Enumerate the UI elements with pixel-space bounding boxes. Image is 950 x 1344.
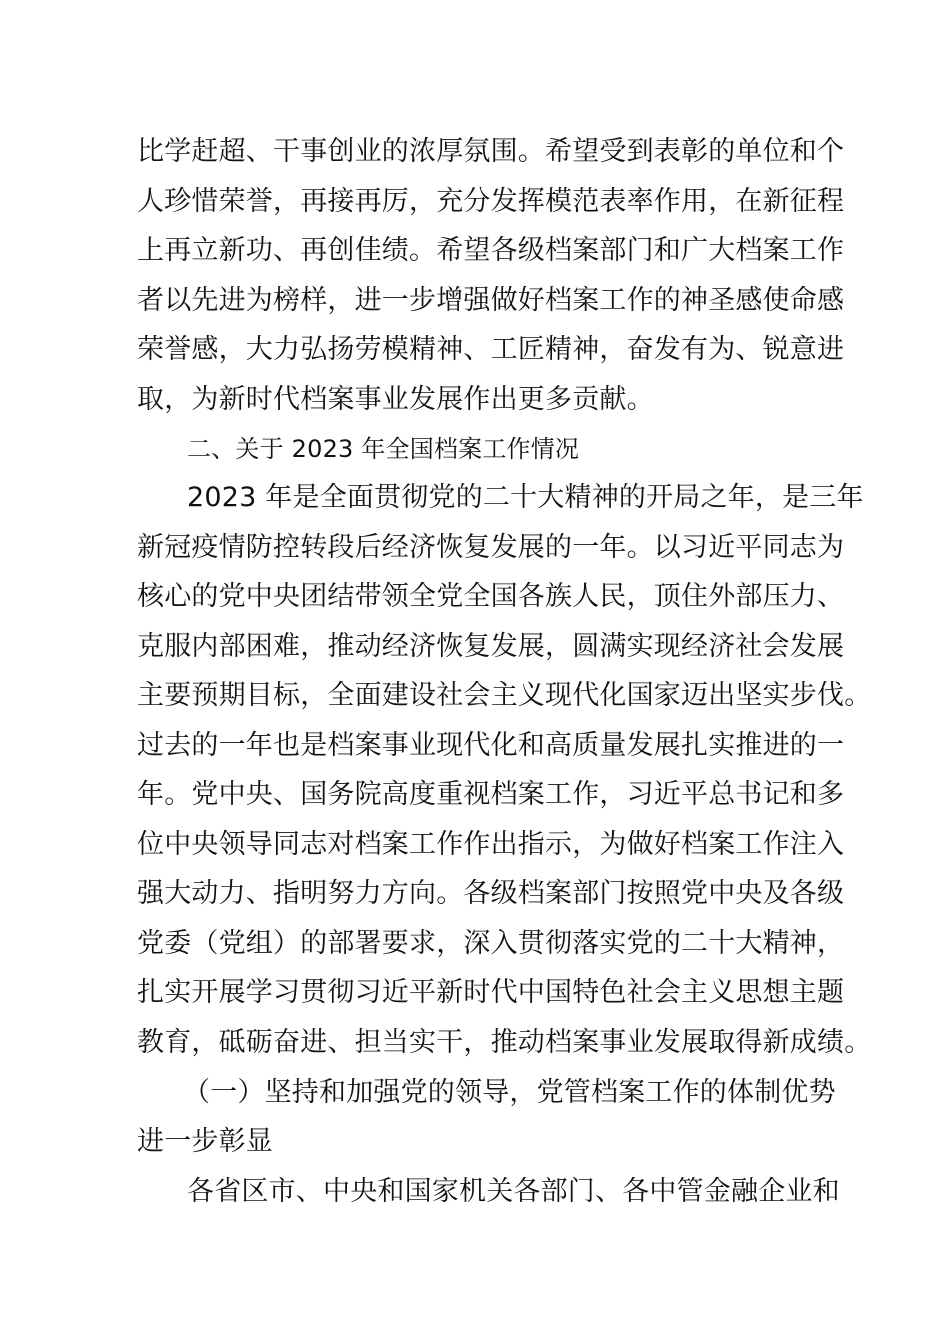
paragraph-line: 核心的党中央团结带领全党全国各族人民，顶住外部压力、 (137, 581, 845, 612)
paragraph-line: 年。党中央、国务院高度重视档案工作，习近平总书记和多 (137, 779, 845, 810)
subsection-heading-continued: 进一步彰显 (137, 1126, 273, 1157)
paragraph-line: 新冠疫情防控转段后经济恢复发展的一年。以习近平同志为 (137, 532, 845, 563)
paragraph-line: 比学赶超、干事创业的浓厚氛围。希望受到表彰的单位和个 (137, 136, 845, 167)
subsection-heading: （一）坚持和加强党的领导，党管档案工作的体制优势 (183, 1077, 836, 1108)
section-heading: 二、关于 2023 年全国档案工作情况 (187, 435, 580, 463)
paragraph-line: 荣誉感，大力弘扬劳模精神、工匠精神，奋发有为、锐意进 (137, 334, 845, 365)
paragraph-line: 党委（党组）的部署要求，深入贯彻落实党的二十大精神， (137, 928, 845, 959)
paragraph-line: 取，为新时代档案事业发展作出更多贡献。 (137, 384, 654, 415)
paragraph-line: 人珍惜荣誉，再接再厉，充分发挥模范表率作用，在新征程 (137, 186, 845, 217)
paragraph-line: 主要预期目标，全面建设社会主义现代化国家迈出坚实步伐。 (137, 680, 872, 711)
paragraph-line: 者以先进为榜样，进一步增强做好档案工作的神圣感使命感 (137, 285, 845, 316)
paragraph-line: 教育，砥砺奋进、担当实干，推动档案事业发展取得新成绩。 (137, 1027, 872, 1058)
paragraph-line: 强大动力、指明努力方向。各级档案部门按照党中央及各级 (137, 878, 845, 909)
paragraph-line: 各省区市、中央和国家机关各部门、各中管金融企业和 (187, 1176, 840, 1207)
paragraph-line: 位中央领导同志对档案工作作出指示，为做好档案工作注入 (137, 829, 845, 860)
paragraph-line: 上再立新功、再创佳绩。希望各级档案部门和广大档案工作 (137, 235, 845, 266)
paragraph-line: 过去的一年也是档案事业现代化和高质量发展扎实推进的一 (137, 730, 845, 761)
paragraph-line: 克服内部困难，推动经济恢复发展，圆满实现经济社会发展 (137, 631, 845, 662)
paragraph-line: 扎实开展学习贯彻习近平新时代中国特色社会主义思想主题 (137, 977, 845, 1008)
paragraph-line: 2023 年是全面贯彻党的二十大精神的开局之年，是三年 (187, 482, 864, 513)
